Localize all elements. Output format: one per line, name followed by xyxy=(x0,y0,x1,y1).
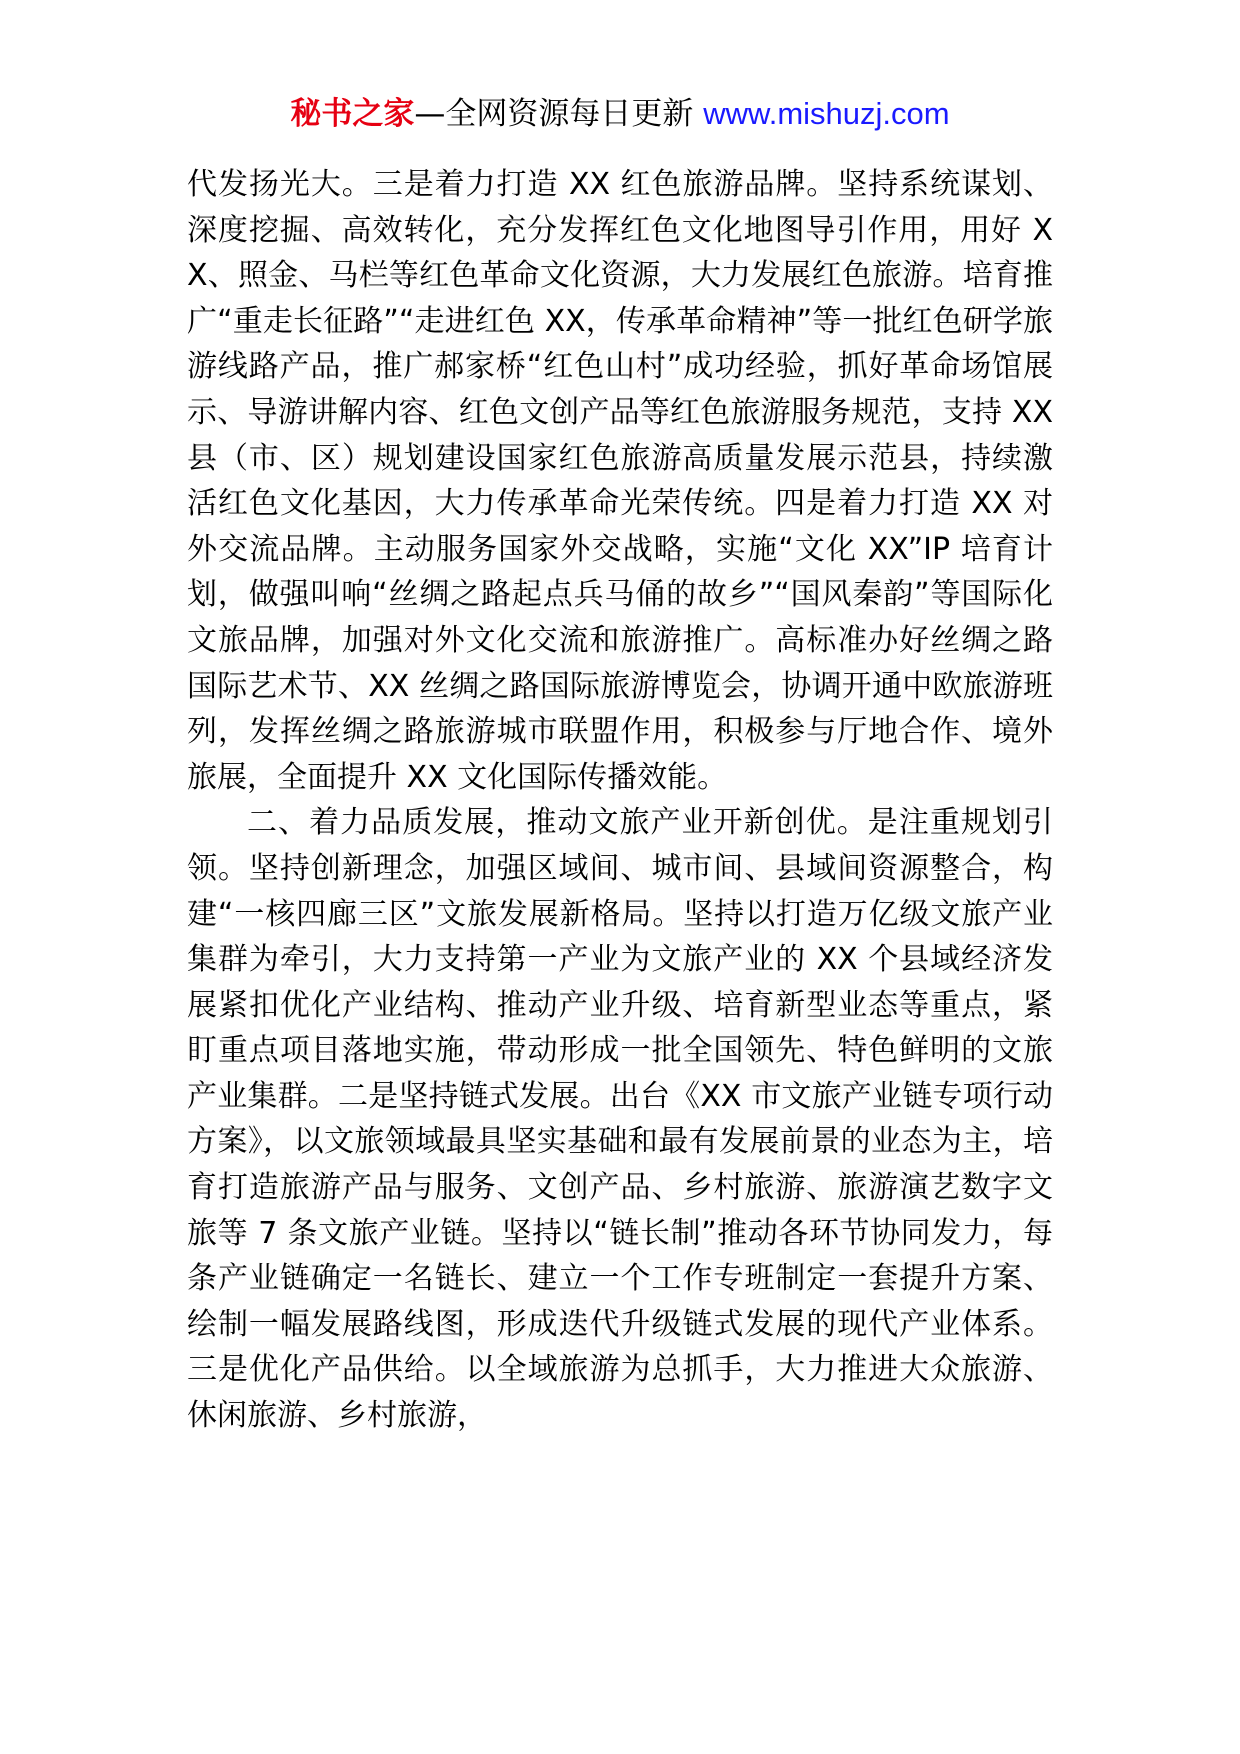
brand-name: 秘书之家 xyxy=(290,96,415,132)
paragraph-continued: 代发扬光大。三是着力打造 XX 红色旅游品牌。坚持系统谋划、深度挖掘、高效转化，充分发挥红色文化地图导引作用，用好 XX、照金、马栏等红色革命文化资源，大力发展红色旅游。培育推广“重走长征路”“走进红色 XX，传承革命精神”等一批红色研学旅游线路产品，推广郝家桥“红色山村”成功经验，抓好革命场馆展示、导游讲解内容、红色文创产品等红色旅游服务规范，支持 XX 县（市、区）规划建设国家红色旅游高质量发展示范县，持续激活红色文化基因，大力传承革命光荣传统。四是着力打造 XX 对外交流品牌。主动服务国家外交战略，实施“文化 XX”IP 培育计划，做强叫响“丝绸之路起点兵马俑的故乡”“国风秦韵”等国际化文旅品牌，加强对外文化交流和旅游推广。高标准办好丝绸之路国际艺术节、XX 丝绸之路国际旅游博览会，协调开通中欧旅游班列，发挥丝绸之路旅游城市联盟作用，积极参与厅地合作、境外旅展，全面提升 XX 文化国际传播效能。 xyxy=(187,167,1053,795)
paragraph-section-two: 二、着力品质发展，推动文旅产业开新创优。是注重规划引领。坚持创新理念，加强区域间、城市间、县域间资源整合，构建“一核四廊三区”文旅发展新格局。坚持以打造万亿级文旅产业集群为牵引，大力支持第一产业为文旅产业的 XX 个县域经济发展紧扣优化产业结构、推动产业升级、培育新型业态等重点，紧盯重点项目落地实施，带动形成一批全国领先、特色鲜明的文旅产业集群。二是坚持链式发展。出台《XX 市文旅产业链专项行动方案》，以文旅领域最具坚实基础和最有发展前景的业态为主，培育打造旅游产品与服务、文创产品、乡村旅游、旅游演艺数字文旅等 7 条文旅产业链。坚持以“链长制”推动各环节协同发力，每条产业链确定一名链长、建立一个工作专班制定一套提升方案、绘制一幅发展路线图，形成迭代升级链式发展的现代产业体系。三是优化产品供给。以全域旅游为总抓手，大力推进大众旅游、休闲旅游、乡村旅游， xyxy=(187,805,1053,1434)
document-body xyxy=(187,162,1053,1439)
page-header xyxy=(0,94,1240,134)
site-url-link[interactable]: www.mishuzj.com xyxy=(703,96,950,131)
header-tagline: —全网资源每日更新 xyxy=(414,96,704,132)
